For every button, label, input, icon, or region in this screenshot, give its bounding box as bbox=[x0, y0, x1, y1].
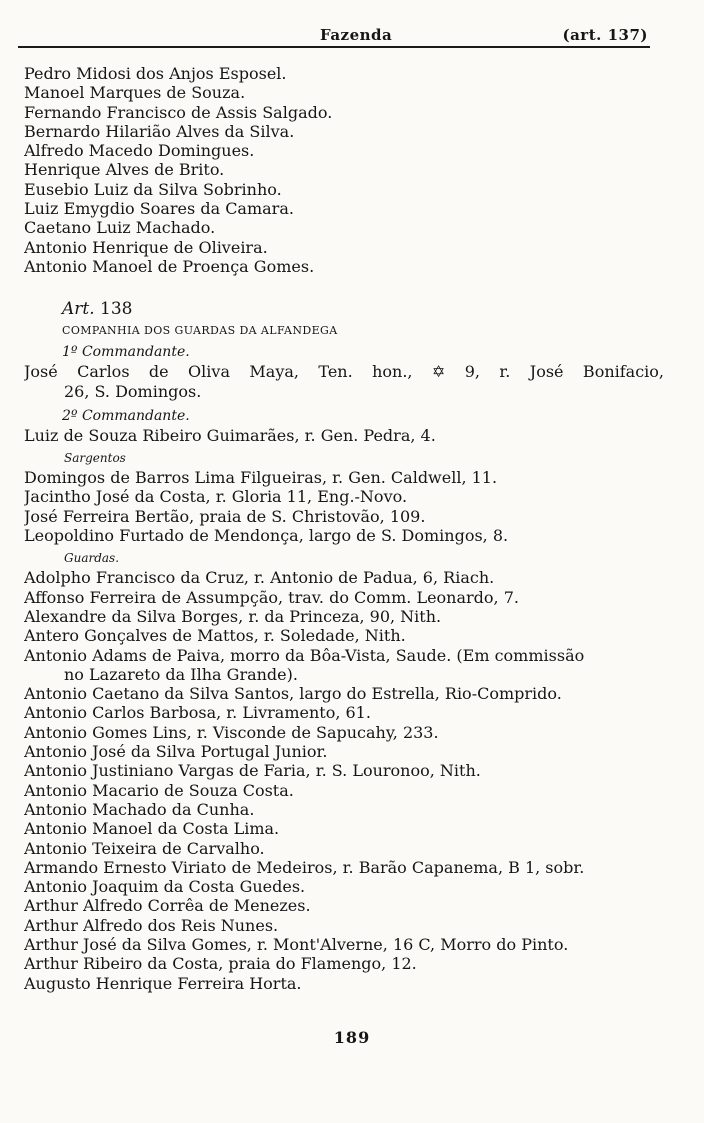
list-item: Manoel Marques de Souza. bbox=[24, 83, 246, 103]
list-item: Augusto Henrique Ferreira Horta. bbox=[24, 973, 302, 993]
list-item: Antero Gonçalves de Mattos, r. Soledade, Nith. bbox=[24, 626, 406, 646]
guardas-title: Guardas. bbox=[64, 551, 120, 566]
list-item-cont: no Lazareto da Ilha Grande). bbox=[64, 664, 298, 684]
company-heading: COMPANHIA DOS GUARDAS DA ALFANDEGA bbox=[62, 324, 338, 338]
article-number: 138 bbox=[100, 299, 133, 320]
list-item: Caetano Luiz Machado. bbox=[24, 218, 216, 238]
list-item: Alexandre da Silva Borges, r. da Princeza, 90, Nith. bbox=[24, 606, 442, 626]
list-item: Luiz Emygdio Soares da Camara. bbox=[24, 199, 294, 219]
list-item: Henrique Alves de Brito. bbox=[24, 160, 225, 180]
list-item: Arthur Alfredo dos Reis Nunes. bbox=[24, 915, 279, 935]
list-item: Domingos de Barros Lima Filgueiras, r. Gen. Caldwell, 11. bbox=[24, 468, 498, 488]
header-title: Fazenda bbox=[320, 26, 393, 44]
sargentos-list bbox=[24, 468, 664, 545]
name-list-top bbox=[24, 64, 664, 276]
list-item: Antonio Macario de Souza Costa. bbox=[24, 780, 294, 800]
list-item: Antonio Caetano da Silva Santos, largo do Estrella, Rio-Comprido. bbox=[24, 684, 562, 704]
list-item: Antonio Manoel de Proença Gomes. bbox=[24, 256, 315, 276]
header-article-ref: (art. 137) bbox=[562, 26, 648, 44]
second-commander-entry: Luiz de Souza Ribeiro Guimarães, r. Gen. Pedra, 4. bbox=[24, 425, 436, 445]
first-commander-entry: José Carlos de Oliva Maya, Ten. hon., ✡ 9, r. José Bonifacio, bbox=[24, 362, 664, 382]
list-item: Arthur Ribeiro da Costa, praia do Flamengo, 12. bbox=[24, 954, 417, 974]
first-commander-entry-cont: 26, S. Domingos. bbox=[64, 381, 202, 401]
list-item: Eusebio Luiz da Silva Sobrinho. bbox=[24, 179, 282, 199]
article-heading bbox=[24, 298, 664, 321]
list-item: Antonio Joaquim da Costa Guedes. bbox=[24, 877, 306, 897]
list-item: Affonso Ferreira de Assumpção, trav. do Comm. Leonardo, 7. bbox=[24, 587, 519, 607]
guardas-list bbox=[24, 568, 664, 993]
list-item: Jacintho José da Costa, r. Gloria 11, Eng.-Novo. bbox=[24, 487, 408, 507]
list-item: Antonio Machado da Cunha. bbox=[24, 799, 255, 819]
list-item: Antonio José da Silva Portugal Junior. bbox=[24, 742, 328, 762]
article-label: Art. bbox=[62, 299, 95, 320]
list-item: Antonio Gomes Lins, r. Visconde de Sapucahy, 233. bbox=[24, 722, 439, 742]
list-item: Fernando Francisco de Assis Salgado. bbox=[24, 102, 333, 122]
document-body bbox=[24, 64, 664, 993]
second-commander-title: 2º Commandante. bbox=[62, 407, 190, 424]
list-item: Arthur José da Silva Gomes, r. Mont'Alverne, 16 C, Morro do Pinto. bbox=[24, 934, 569, 954]
list-item: Antonio Adams de Paiva, morro da Bôa-Vista, Saude. (Em commissão bbox=[24, 645, 585, 665]
list-item: José Ferreira Bertão, praia de S. Christovão, 109. bbox=[24, 506, 426, 526]
list-item: Arthur Alfredo Corrêa de Menezes. bbox=[24, 896, 311, 916]
list-item: Antonio Henrique de Oliveira. bbox=[24, 237, 268, 257]
list-item: Leopoldino Furtado de Mendonça, largo de S. Domingos, 8. bbox=[24, 526, 509, 546]
list-item: Adolpho Francisco da Cruz, r. Antonio de Padua, 6, Riach. bbox=[24, 568, 495, 588]
list-item: Antonio Carlos Barbosa, r. Livramento, 61. bbox=[24, 703, 371, 723]
sargentos-title: Sargentos bbox=[64, 451, 126, 466]
list-item: Pedro Midosi dos Anjos Esposel. bbox=[24, 64, 287, 83]
list-item: Alfredo Macedo Domingues. bbox=[24, 141, 255, 161]
list-item: Antonio Manoel da Costa Lima. bbox=[24, 819, 280, 839]
list-item: Armando Ernesto Viriato de Medeiros, r. Barão Capanema, B 1, sobr. bbox=[24, 857, 585, 877]
page-header bbox=[18, 26, 650, 48]
list-item: Antonio Justiniano Vargas de Faria, r. S. Louronoo, Nith. bbox=[24, 761, 481, 781]
first-commander-title: 1º Commandante. bbox=[62, 344, 190, 361]
list-item: Antonio Teixeira de Carvalho. bbox=[24, 838, 265, 858]
page-number: 189 bbox=[333, 1028, 371, 1047]
list-item: Bernardo Hilarião Alves da Silva. bbox=[24, 121, 295, 141]
